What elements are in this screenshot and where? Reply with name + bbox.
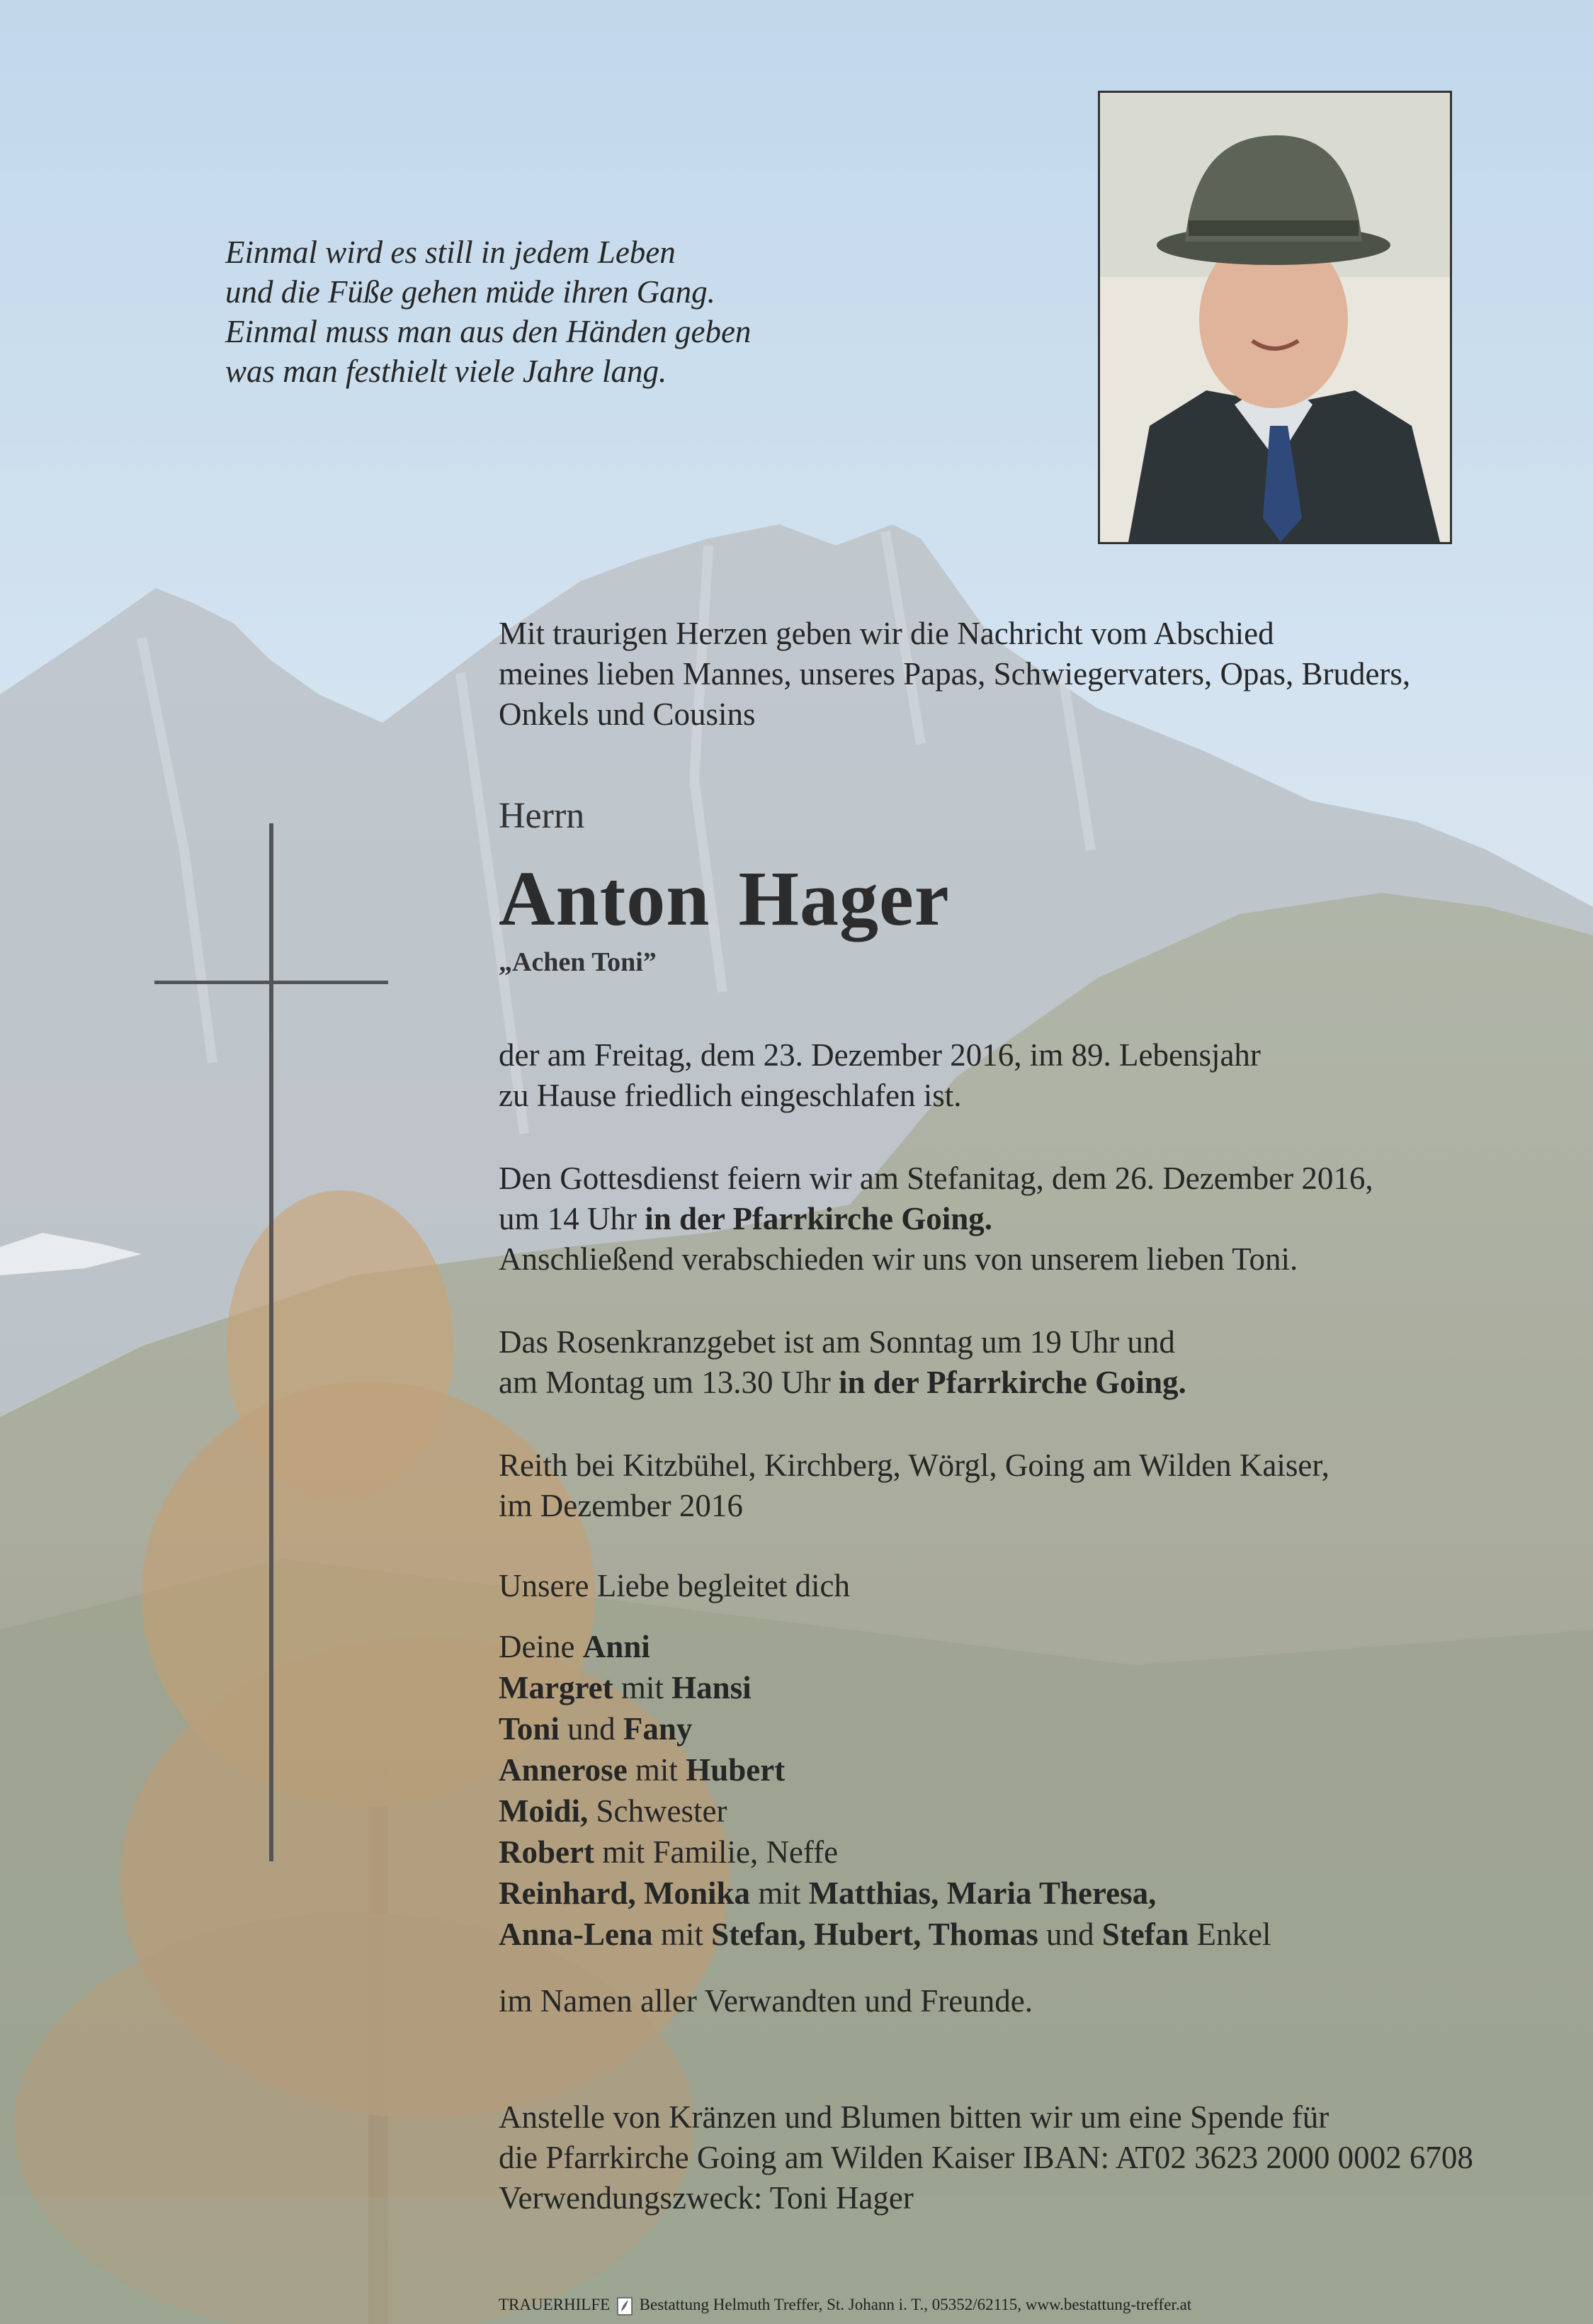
mourner-name: Annerose	[499, 1752, 628, 1788]
mourner-line	[499, 1749, 1271, 1790]
rosary-line	[499, 1363, 1186, 1403]
mourner-line	[499, 1914, 1271, 1955]
mourner-name: Fany	[623, 1711, 693, 1747]
mourner-line	[499, 1873, 1271, 1914]
mourner-name: Hubert	[686, 1752, 786, 1788]
intro-line: meines lieben Mannes, unseres Papas, Schwiegervaters, Opas, Bruders,	[499, 656, 1411, 692]
place-and-date	[499, 1445, 1330, 1526]
service-line	[499, 1199, 1373, 1239]
poem-line: und die Füße gehen müde ihren Gang.	[225, 274, 715, 310]
nickname: „Achen Toni”	[499, 947, 657, 977]
mourner-line	[499, 1667, 1271, 1708]
mourner-relation: mit	[627, 1752, 686, 1788]
service-location: in der Pfarrkirche Going.	[645, 1201, 993, 1236]
mourner-name: Matthias, Maria Theresa,	[808, 1875, 1157, 1911]
service-line: Den Gottesdienst feiern wir am Stefanitag, dem 26. Dezember 2016,	[499, 1161, 1373, 1196]
mourner-relation: mit	[750, 1875, 809, 1911]
donation-line: die Pfarrkirche Going am Wilden Kaiser IBAN: AT02 3623 2000 0002 6708	[499, 2140, 1473, 2175]
mourners-list	[499, 1626, 1271, 1955]
mourner-relation: und	[1038, 1917, 1102, 1952]
death-line: zu Hause friedlich eingeschlafen ist.	[499, 1078, 962, 1113]
mourner-relation: Deine	[499, 1629, 583, 1664]
mourner-name: Hansi	[671, 1670, 752, 1705]
mourner-name: Robert	[499, 1834, 594, 1870]
place-line: Reith bei Kitzbühel, Kirchberg, Wörgl, Going am Wilden Kaiser,	[499, 1448, 1330, 1483]
poem	[225, 232, 751, 391]
death-line: der am Freitag, dem 23. Dezember 2016, im 89. Lebensjahr	[499, 1037, 1261, 1073]
memorial-cross-bar	[154, 981, 388, 984]
first-name: Anton	[499, 855, 710, 942]
mourner-line	[499, 1832, 1271, 1873]
announcement-intro	[499, 614, 1410, 735]
mourner-line	[499, 1708, 1271, 1749]
mourner-name: Anna-Lena	[499, 1917, 653, 1952]
mourner-relation: Enkel	[1189, 1917, 1271, 1952]
mourner-relation: mit	[613, 1670, 672, 1705]
portrait-photo	[1098, 91, 1452, 544]
service-time: um 14 Uhr	[499, 1201, 645, 1236]
mourner-relation: Schwester	[588, 1793, 727, 1829]
mourner-name: Reinhard, Monika	[499, 1875, 751, 1911]
footer	[499, 2296, 1191, 2315]
intro-line: Onkels und Cousins	[499, 696, 756, 732]
funeral-service	[499, 1158, 1373, 1280]
footer-text: Bestattung Helmuth Treffer, St. Johann i. T., 05352/62115, www.bestattung-treffer.at	[639, 2296, 1192, 2313]
rosary-line: Das Rosenkranzgebet ist am Sonntag um 19 Uhr und	[499, 1324, 1175, 1360]
mourner-line	[499, 1626, 1271, 1667]
mourner-relation: mit Familie, Neffe	[594, 1834, 839, 1870]
donation-line: Verwendungszweck: Toni Hager	[499, 2180, 914, 2216]
deceased-name	[499, 854, 950, 944]
love-line: Unsere Liebe begleitet dich	[499, 1568, 851, 1603]
poem-line: was man festhielt viele Jahre lang.	[225, 354, 667, 389]
intro-line: Mit traurigen Herzen geben wir die Nachricht vom Abschied	[499, 616, 1274, 651]
service-line: Anschließend verabschieden wir uns von unserem lieben Toni.	[499, 1241, 1298, 1277]
donation-request	[499, 2097, 1473, 2218]
poem-line: Einmal muss man aus den Händen geben	[225, 314, 752, 349]
last-name: Hager	[738, 855, 950, 942]
rosary-time: am Montag um 13.30 Uhr	[499, 1365, 839, 1400]
mourner-relation: mit	[652, 1917, 712, 1952]
date-line: im Dezember 2016	[499, 1488, 743, 1523]
mourner-relation: und	[559, 1711, 623, 1747]
mourner-name: Toni	[499, 1711, 560, 1747]
donation-line: Anstelle von Kränzen und Blumen bitten wir um eine Spende für	[499, 2099, 1330, 2135]
mourner-name: Stefan	[1101, 1917, 1189, 1952]
mourner-name: Margret	[499, 1670, 613, 1705]
mourner-line	[499, 1790, 1271, 1832]
memorial-cross-icon	[269, 823, 273, 1861]
closing-line: im Namen aller Verwandten und Freunde.	[499, 1983, 1033, 2019]
salutation: Herrn	[499, 796, 585, 836]
poem-line: Einmal wird es still in jedem Leben	[225, 235, 676, 270]
rosary-prayer	[499, 1322, 1186, 1403]
mourner-name: Moidi,	[499, 1793, 589, 1829]
death-notice	[499, 1035, 1261, 1116]
trauerhilfe-logo-icon	[617, 2297, 633, 2315]
rosary-location: in der Pfarrkirche Going.	[838, 1365, 1186, 1400]
footer-brand: TRAUERHILFE	[499, 2296, 611, 2313]
mourner-name: Anni	[582, 1629, 650, 1664]
mourner-name: Stefan, Hubert, Thomas	[711, 1917, 1038, 1952]
